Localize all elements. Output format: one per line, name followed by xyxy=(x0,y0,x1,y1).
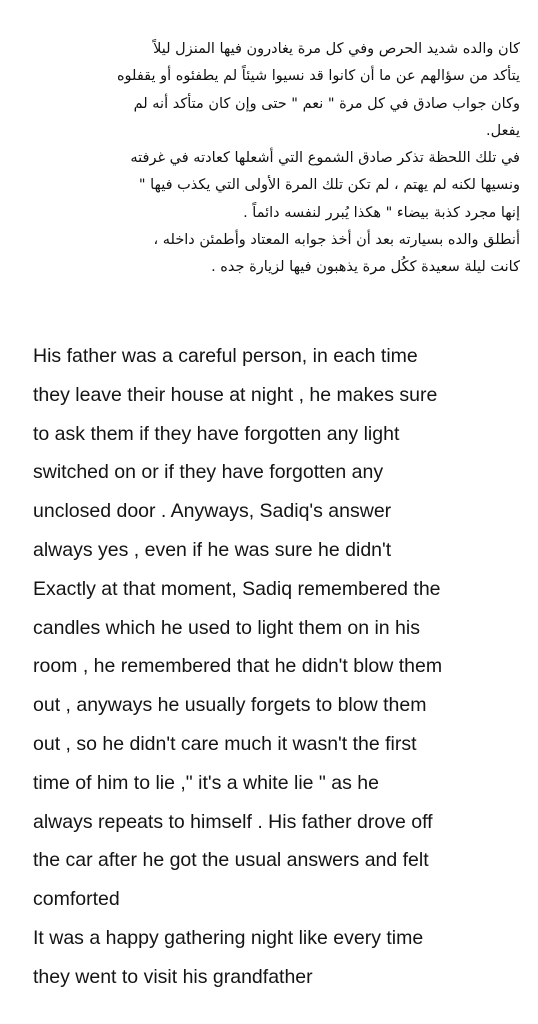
english-line: room , he remembered that he didn't blow them xyxy=(33,655,443,678)
english-line: His father was a careful person, in each time xyxy=(33,345,418,367)
english-line: Exactly at that moment, Sadiq remembered the xyxy=(33,577,441,600)
arabic-line: إنها مجرد كذبة بيضاء " هكذا يُبرر لنفسه دائماً . xyxy=(243,204,520,221)
english-line: comforted xyxy=(33,888,120,911)
english-line: switched on or if they have forgotten any xyxy=(33,461,384,484)
english-line: they went to visit his grandfather xyxy=(33,965,313,988)
english-paragraph xyxy=(33,337,528,997)
english-line: out , anyways he usually forgets to blow them xyxy=(33,694,427,717)
english-line: time of him to lie ," it's a white lie " as he xyxy=(33,771,379,794)
english-line: It was a happy gathering night like every time xyxy=(33,926,424,949)
english-line: candles which he used to light them on in his xyxy=(33,616,420,639)
arabic-paragraph xyxy=(26,36,520,282)
english-line: they leave their house at night , he makes sure xyxy=(33,383,438,406)
english-line: out , so he didn't care much it wasn't the first xyxy=(33,732,417,755)
english-line: always yes , even if he was sure he didn't xyxy=(33,538,392,561)
arabic-line: وكان جواب صادق في كل مرة " نعم " حتى وإن كان متأكد أنه لم xyxy=(133,95,520,112)
english-line: to ask them if they have forgotten any light xyxy=(33,422,400,445)
english-line: unclosed door . Anyways, Sadiq's answer xyxy=(33,500,392,523)
arabic-line: كانت ليلة سعيدة ككُل مرة يذهبون فيها لزيارة جده . xyxy=(211,259,520,276)
arabic-line: أنطلق والده بسيارته بعد أن أخذ جوابه المعتاد وأطمئن داخله ، xyxy=(153,232,520,249)
arabic-line: كان والده شديد الحرص وفي كل مرة يغادرون فيها المنزل ليلاً xyxy=(153,41,520,57)
arabic-line: في تلك اللحظة تذكر صادق الشموع التي أشعلها كعادته في غرفته xyxy=(130,150,520,167)
arabic-line: يفعل. xyxy=(486,122,520,139)
arabic-line: يتأكد من سؤالهم عن ما أن كانوا قد نسيوا شيئاً لم يطفئوه أو يقفلوه xyxy=(116,68,520,85)
english-line: the car after he got the usual answers and felt xyxy=(33,849,429,872)
english-line: always repeats to himself . His father drove off xyxy=(33,810,433,833)
arabic-line: ونسيها لكنه لم يهتم ، لم تكن تلك المرة الأولى التي يكذب فيها " xyxy=(138,177,520,194)
